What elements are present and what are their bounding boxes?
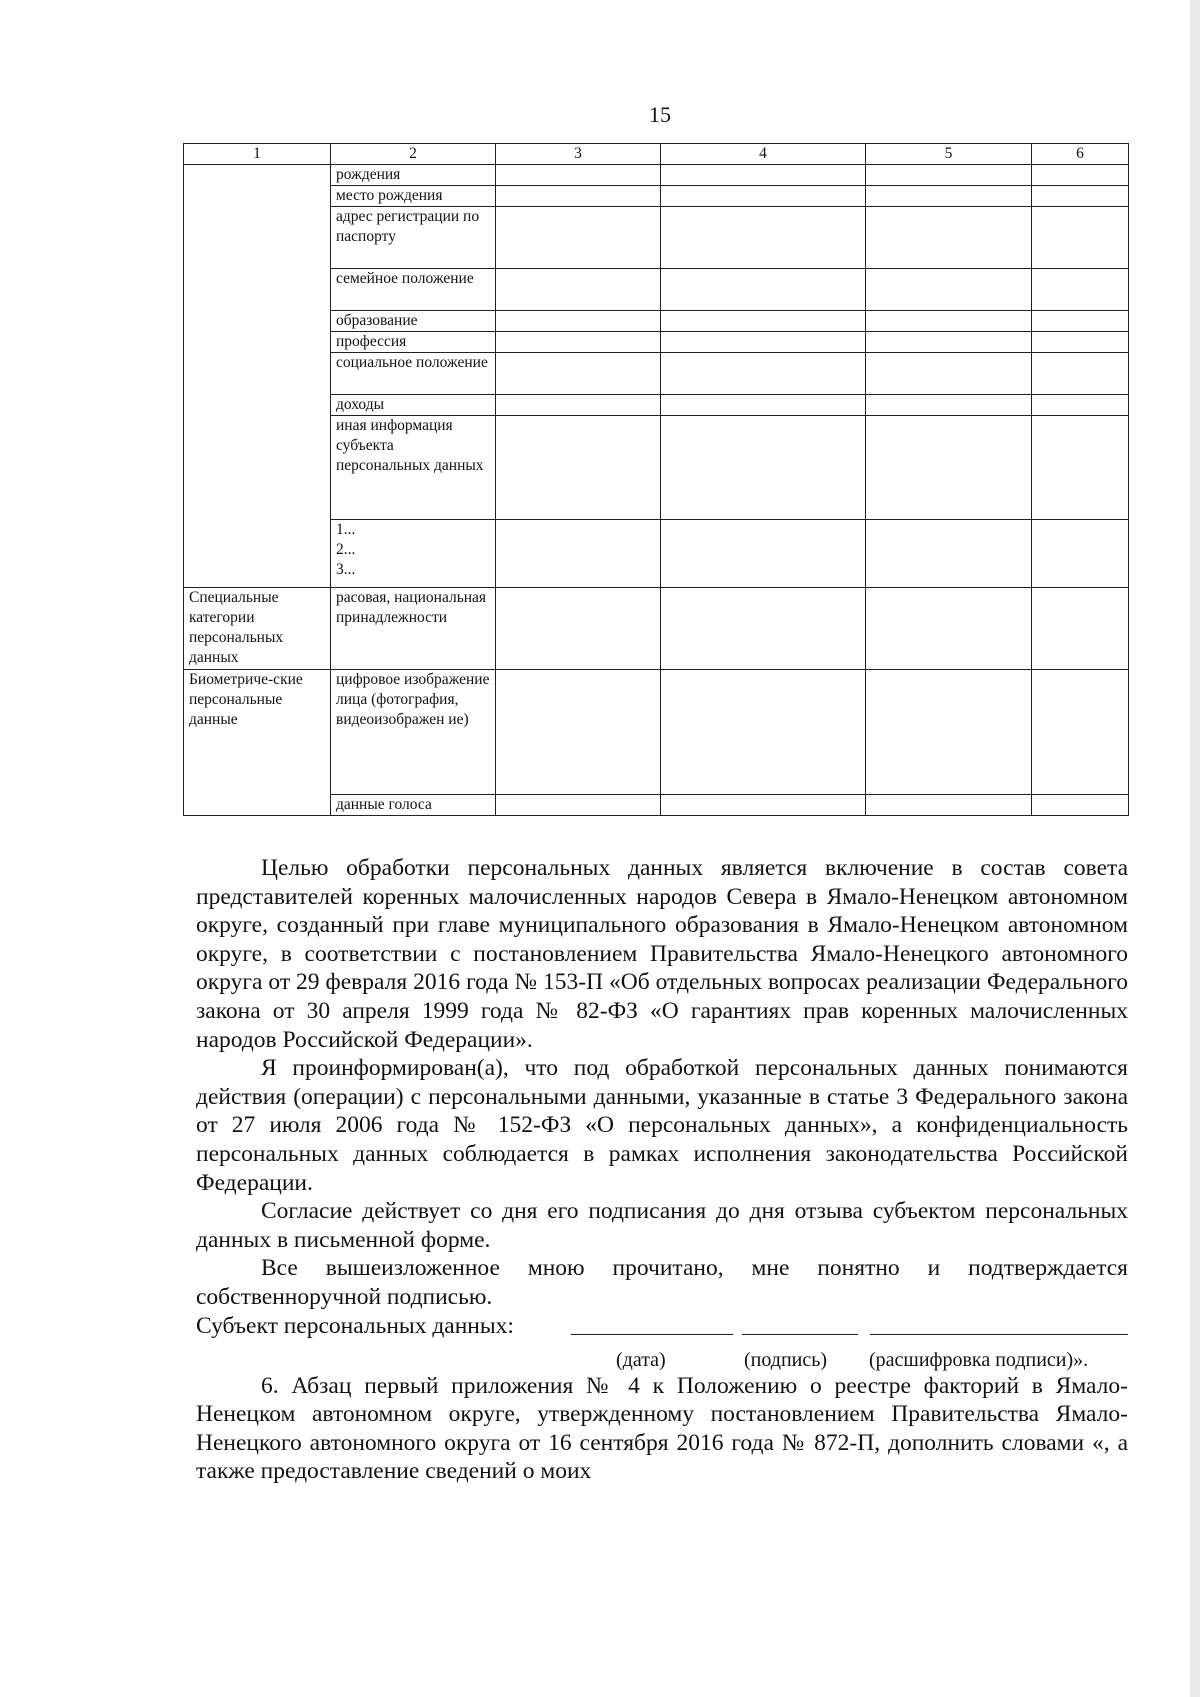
data-item-cell: социальное положение xyxy=(331,353,496,395)
document-body xyxy=(196,854,1128,1486)
table-row xyxy=(184,670,1129,795)
data-item-cell: цифровое изображение лица (фотография, видеоизображен ие) xyxy=(331,670,496,795)
date-blank xyxy=(571,1334,733,1335)
paragraph-informed: Я проинформирован(а), что под обработкой персональных данных понимаются действия (операции) с персональными данными, указанные в статье 3 Федерального закона от 27 июля 2006 года № 152-ФЗ «О персональных данных», а конфиденциальность персональных данных соблюдается в рамках исполнения законодательства Российской Федерации. xyxy=(196,1055,1128,1196)
scan-edge xyxy=(1190,0,1200,1697)
data-item-cell: адрес регистрации по паспорту xyxy=(331,207,496,269)
category-cell: Биометриче-ские персональные данные xyxy=(184,670,331,816)
column-header: 6 xyxy=(1032,144,1129,165)
paragraph-purpose: Целью обработки персональных данных является включение в состав совета представителей коренных малочисленных народов Севера в Ямало-Ненецком автономном округе, созданный при главе муниципального образования в Ямало-Ненецком автономном округе, в соответствии с постановлением Правительства Ямало-Ненецкого автономного округа от 29 февраля 2016 года № 153-П «Об отдельных вопросах реализации Федерального закона от 30 апреля 1999 года № 82-ФЗ «О гарантиях прав коренных малочисленных народов Российской Федерации». xyxy=(196,855,1128,1053)
column-header: 3 xyxy=(496,144,661,165)
caption-date: (дата) xyxy=(616,1348,666,1371)
caption-signature: (подпись) xyxy=(744,1348,828,1371)
column-header: 5 xyxy=(866,144,1032,165)
decoding-blank xyxy=(870,1334,1128,1335)
column-header: 4 xyxy=(661,144,866,165)
category-cell xyxy=(184,165,331,588)
paragraph-confirmation: Все вышеизложенное мною прочитано, мне понятно и подтверждается собственноручной подписью. xyxy=(196,1255,1128,1310)
data-item-cell: место рождения xyxy=(331,186,496,207)
subject-label: Субъект персональных данных: xyxy=(196,1312,514,1339)
table-row xyxy=(184,165,1129,186)
paragraph-validity: Согласие действует со дня его подписания до дня отзыва субъектом персональных данных в письменной форме. xyxy=(196,1198,1128,1253)
category-cell: Специальные категории персональных данных xyxy=(184,588,331,670)
data-item-cell: данные голоса xyxy=(331,795,496,816)
paragraph-item-6: 6. Абзац первый приложения № 4 к Положению о реестре факторий в Ямало-Ненецком автономном округе, утвержденному постановлением Правительства Ямало-Ненецкого автономного округа от 16 сентября 2016 года № 872-П, дополнить словами «, а также предоставление сведений о моих xyxy=(196,1372,1128,1485)
column-header: 2 xyxy=(331,144,496,165)
data-item-cell: рождения xyxy=(331,165,496,186)
column-header: 1 xyxy=(184,144,331,165)
data-item-cell: расовая, национальная принадлежности xyxy=(331,588,496,670)
page-number: 15 xyxy=(649,102,671,127)
caption-decoding: (расшифровка подписи)». xyxy=(869,1348,1089,1371)
table-header-row xyxy=(184,144,1129,165)
signature-line xyxy=(196,1312,1128,1342)
data-item-cell: семейное положение xyxy=(331,269,496,311)
personal-data-table xyxy=(183,143,1129,816)
table-row xyxy=(184,588,1129,670)
data-item-cell: 1... 2... 3... xyxy=(331,520,496,588)
data-item-cell: образование xyxy=(331,311,496,332)
signature-captions xyxy=(196,1342,1128,1372)
data-item-cell: иная информация субъекта персональных данных xyxy=(331,416,496,520)
signature-blank xyxy=(742,1334,858,1335)
data-item-cell: доходы xyxy=(331,395,496,416)
data-item-cell: профессия xyxy=(331,332,496,353)
